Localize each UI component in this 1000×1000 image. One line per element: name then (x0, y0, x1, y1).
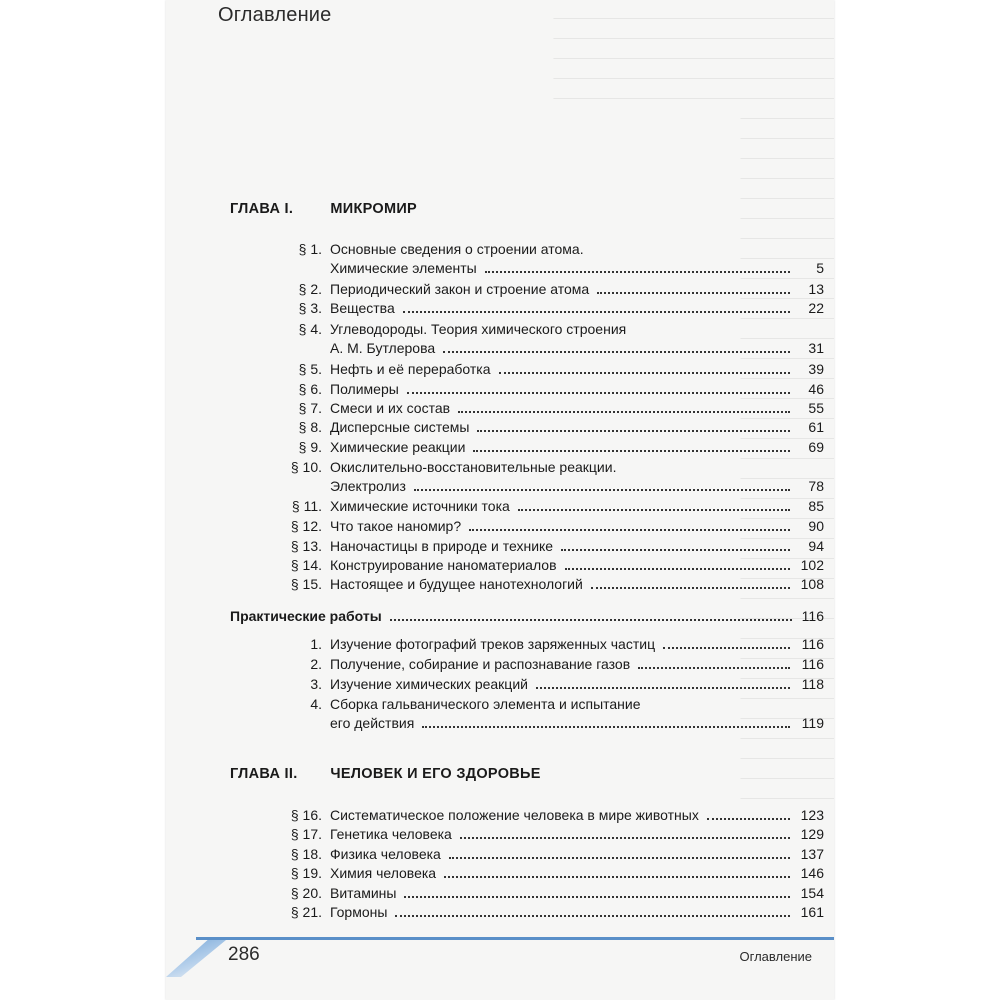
dot-leader (444, 875, 790, 878)
entry-title: Витамины (330, 885, 397, 901)
page-number: 116 (801, 656, 824, 672)
entry-title-line1: Углеводороды. Теория химического строения (330, 321, 627, 337)
page-number: 123 (800, 807, 824, 823)
section-number: § 6. (298, 381, 322, 397)
practical-number: 4. (310, 696, 322, 712)
section-number: § 17. (290, 826, 322, 842)
dot-leader (485, 270, 790, 273)
chapter-heading-2 (230, 766, 541, 782)
toc-entry (270, 280, 824, 299)
section-number: § 8. (298, 419, 322, 435)
page-number: 61 (808, 419, 824, 435)
dot-leader (390, 618, 792, 621)
entry-title: Смеси и их состав (330, 400, 451, 416)
page-number: 39 (808, 361, 824, 377)
toc-entry (270, 903, 824, 922)
practical-number: 3. (310, 676, 322, 692)
entry-title: Получение, собирание и распознавание газов (330, 656, 631, 672)
dot-leader (707, 817, 790, 820)
toc-entry (270, 458, 824, 496)
section-number: § 11. (291, 498, 322, 514)
entry-title: Конструирование наноматериалов (330, 557, 557, 573)
entry-title: Вещества (330, 300, 395, 316)
toc-entry (270, 864, 824, 883)
entry-title: Изучение химических реакций (330, 676, 528, 692)
page-number: 118 (801, 676, 824, 692)
entry-title: Систематическое положение человека в мире животных (330, 807, 699, 823)
toc-entry (270, 825, 824, 844)
book-page (166, 0, 834, 1000)
entry-title: Нефть и её переработка (330, 361, 491, 377)
toc-entry (270, 240, 824, 278)
dot-leader (473, 449, 790, 452)
dot-leader (422, 725, 790, 728)
page-number: 85 (808, 498, 824, 514)
dot-leader (407, 391, 790, 394)
chapter-number: ГЛАВА II. (230, 766, 298, 782)
section-number: § 12. (290, 518, 322, 534)
entry-title: Периодический закон и строение атома (330, 281, 590, 297)
page-number: 116 (801, 636, 824, 652)
practical-entry (270, 655, 824, 674)
entry-title: Настоящее и будущее нанотехнологий (330, 576, 583, 592)
section-number: § 3. (298, 300, 322, 316)
footer-rule (196, 937, 834, 940)
practical-entry (270, 675, 824, 694)
dot-leader (536, 686, 790, 689)
page-number: 146 (800, 865, 824, 881)
page-number: 22 (808, 300, 824, 316)
dot-leader (477, 429, 790, 432)
page-number: 108 (800, 576, 824, 592)
page-number: 116 (801, 608, 824, 624)
page-number: 129 (800, 826, 824, 842)
toc-entry (270, 517, 824, 536)
page-number: 31 (808, 340, 824, 356)
dot-leader (404, 895, 790, 898)
toc-entry (270, 806, 824, 825)
section-number: § 10. (290, 459, 322, 475)
dot-leader (395, 914, 790, 917)
entry-title-line2: Химические элементы (330, 260, 477, 276)
page-number: 154 (800, 885, 824, 901)
dot-leader (414, 488, 790, 491)
dot-leader (403, 310, 790, 313)
toc-entry (270, 884, 824, 903)
entry-title-line2: его действия (330, 715, 415, 731)
toc-entry (270, 360, 824, 379)
page-number: 90 (808, 518, 824, 534)
entry-title-line1: Сборка гальванического элемента и испытание (330, 696, 641, 712)
entry-title: Химические реакции (330, 439, 466, 455)
practical-entry (270, 635, 824, 654)
entry-title: Дисперсные системы (330, 419, 470, 435)
footer-accent-wedge (166, 937, 226, 977)
section-number: § 13. (290, 538, 322, 554)
entry-title: Генетика человека (330, 826, 452, 842)
running-head: Оглавление (739, 949, 812, 964)
section-number: § 14. (290, 557, 322, 573)
dot-leader (460, 836, 790, 839)
dot-leader (499, 371, 790, 374)
page-number: 55 (808, 400, 824, 416)
dot-leader (443, 350, 790, 353)
section-number: § 1. (298, 241, 322, 257)
entry-title: Гормоны (330, 904, 388, 920)
entry-title-line2: Электролиз (330, 478, 406, 494)
page-number: 137 (800, 846, 824, 862)
practical-number: 2. (310, 656, 322, 672)
chapter-title: МИКРОМИР (330, 201, 418, 217)
chapter-heading-1 (230, 201, 417, 217)
entry-title: Что такое наномир? (330, 518, 462, 534)
section-number: § 20. (290, 885, 322, 901)
toc-entry (270, 845, 824, 864)
dot-leader (663, 646, 790, 649)
toc-entry (270, 299, 824, 318)
toc-entry (270, 537, 824, 556)
dot-leader (638, 666, 790, 669)
section-number: § 4. (298, 321, 322, 337)
chapter-number: ГЛАВА I. (230, 201, 294, 217)
section-number: § 21. (290, 904, 322, 920)
toc-entry (270, 575, 824, 594)
page-number-footer: 286 (228, 944, 260, 965)
page-number: 13 (808, 281, 824, 297)
section-number: § 18. (290, 846, 322, 862)
page-number: 5 (816, 260, 824, 276)
entry-title: Наночастицы в природе и технике (330, 538, 554, 554)
page-number: 102 (800, 557, 824, 573)
practical-entry (270, 695, 824, 733)
entry-title-line1: Окислительно-восстановительные реакции. (330, 459, 617, 475)
section-number: § 19. (290, 865, 322, 881)
dot-leader (591, 586, 790, 589)
page-number: 78 (808, 478, 824, 494)
entry-title-line2: А. М. Бутлерова (330, 340, 436, 356)
entry-title: Полимеры (330, 381, 399, 397)
page-number: 161 (800, 904, 824, 920)
page-number: 46 (808, 381, 824, 397)
toc-entry (270, 556, 824, 575)
section-number: § 2. (298, 281, 322, 297)
dot-leader (449, 856, 790, 859)
toc-entry (270, 497, 824, 516)
entry-title: Химия человека (330, 865, 437, 881)
toc-entry (270, 438, 824, 457)
section-number: § 15. (290, 576, 322, 592)
toc-entry (270, 418, 824, 437)
practical-title: Практические работы (230, 608, 382, 624)
entry-title: Изучение фотографий треков заряженных частиц (330, 636, 656, 652)
section-number: § 9. (298, 439, 322, 455)
dot-leader (565, 567, 790, 570)
entry-title-line1: Основные сведения о строении атома. (330, 241, 584, 257)
toc-entry (270, 399, 824, 418)
practical-works-heading (230, 608, 824, 625)
toc-entry (270, 320, 824, 358)
dot-leader (597, 291, 790, 294)
toc-entry (270, 380, 824, 399)
chapter-title: ЧЕЛОВЕК И ЕГО ЗДОРОВЬЕ (330, 766, 541, 782)
page-title: Оглавление (218, 4, 332, 26)
page-number: 94 (808, 538, 824, 554)
page-number: 119 (801, 715, 824, 731)
section-number: § 16. (290, 807, 322, 823)
dot-leader (458, 410, 790, 413)
dot-leader (561, 548, 790, 551)
dot-leader (518, 508, 790, 511)
section-number: § 5. (298, 361, 322, 377)
page-number: 69 (808, 439, 824, 455)
dot-leader (469, 528, 790, 531)
practical-number: 1. (310, 636, 322, 652)
section-number: § 7. (298, 400, 322, 416)
entry-title: Физика человека (330, 846, 441, 862)
entry-title: Химические источники тока (330, 498, 510, 514)
